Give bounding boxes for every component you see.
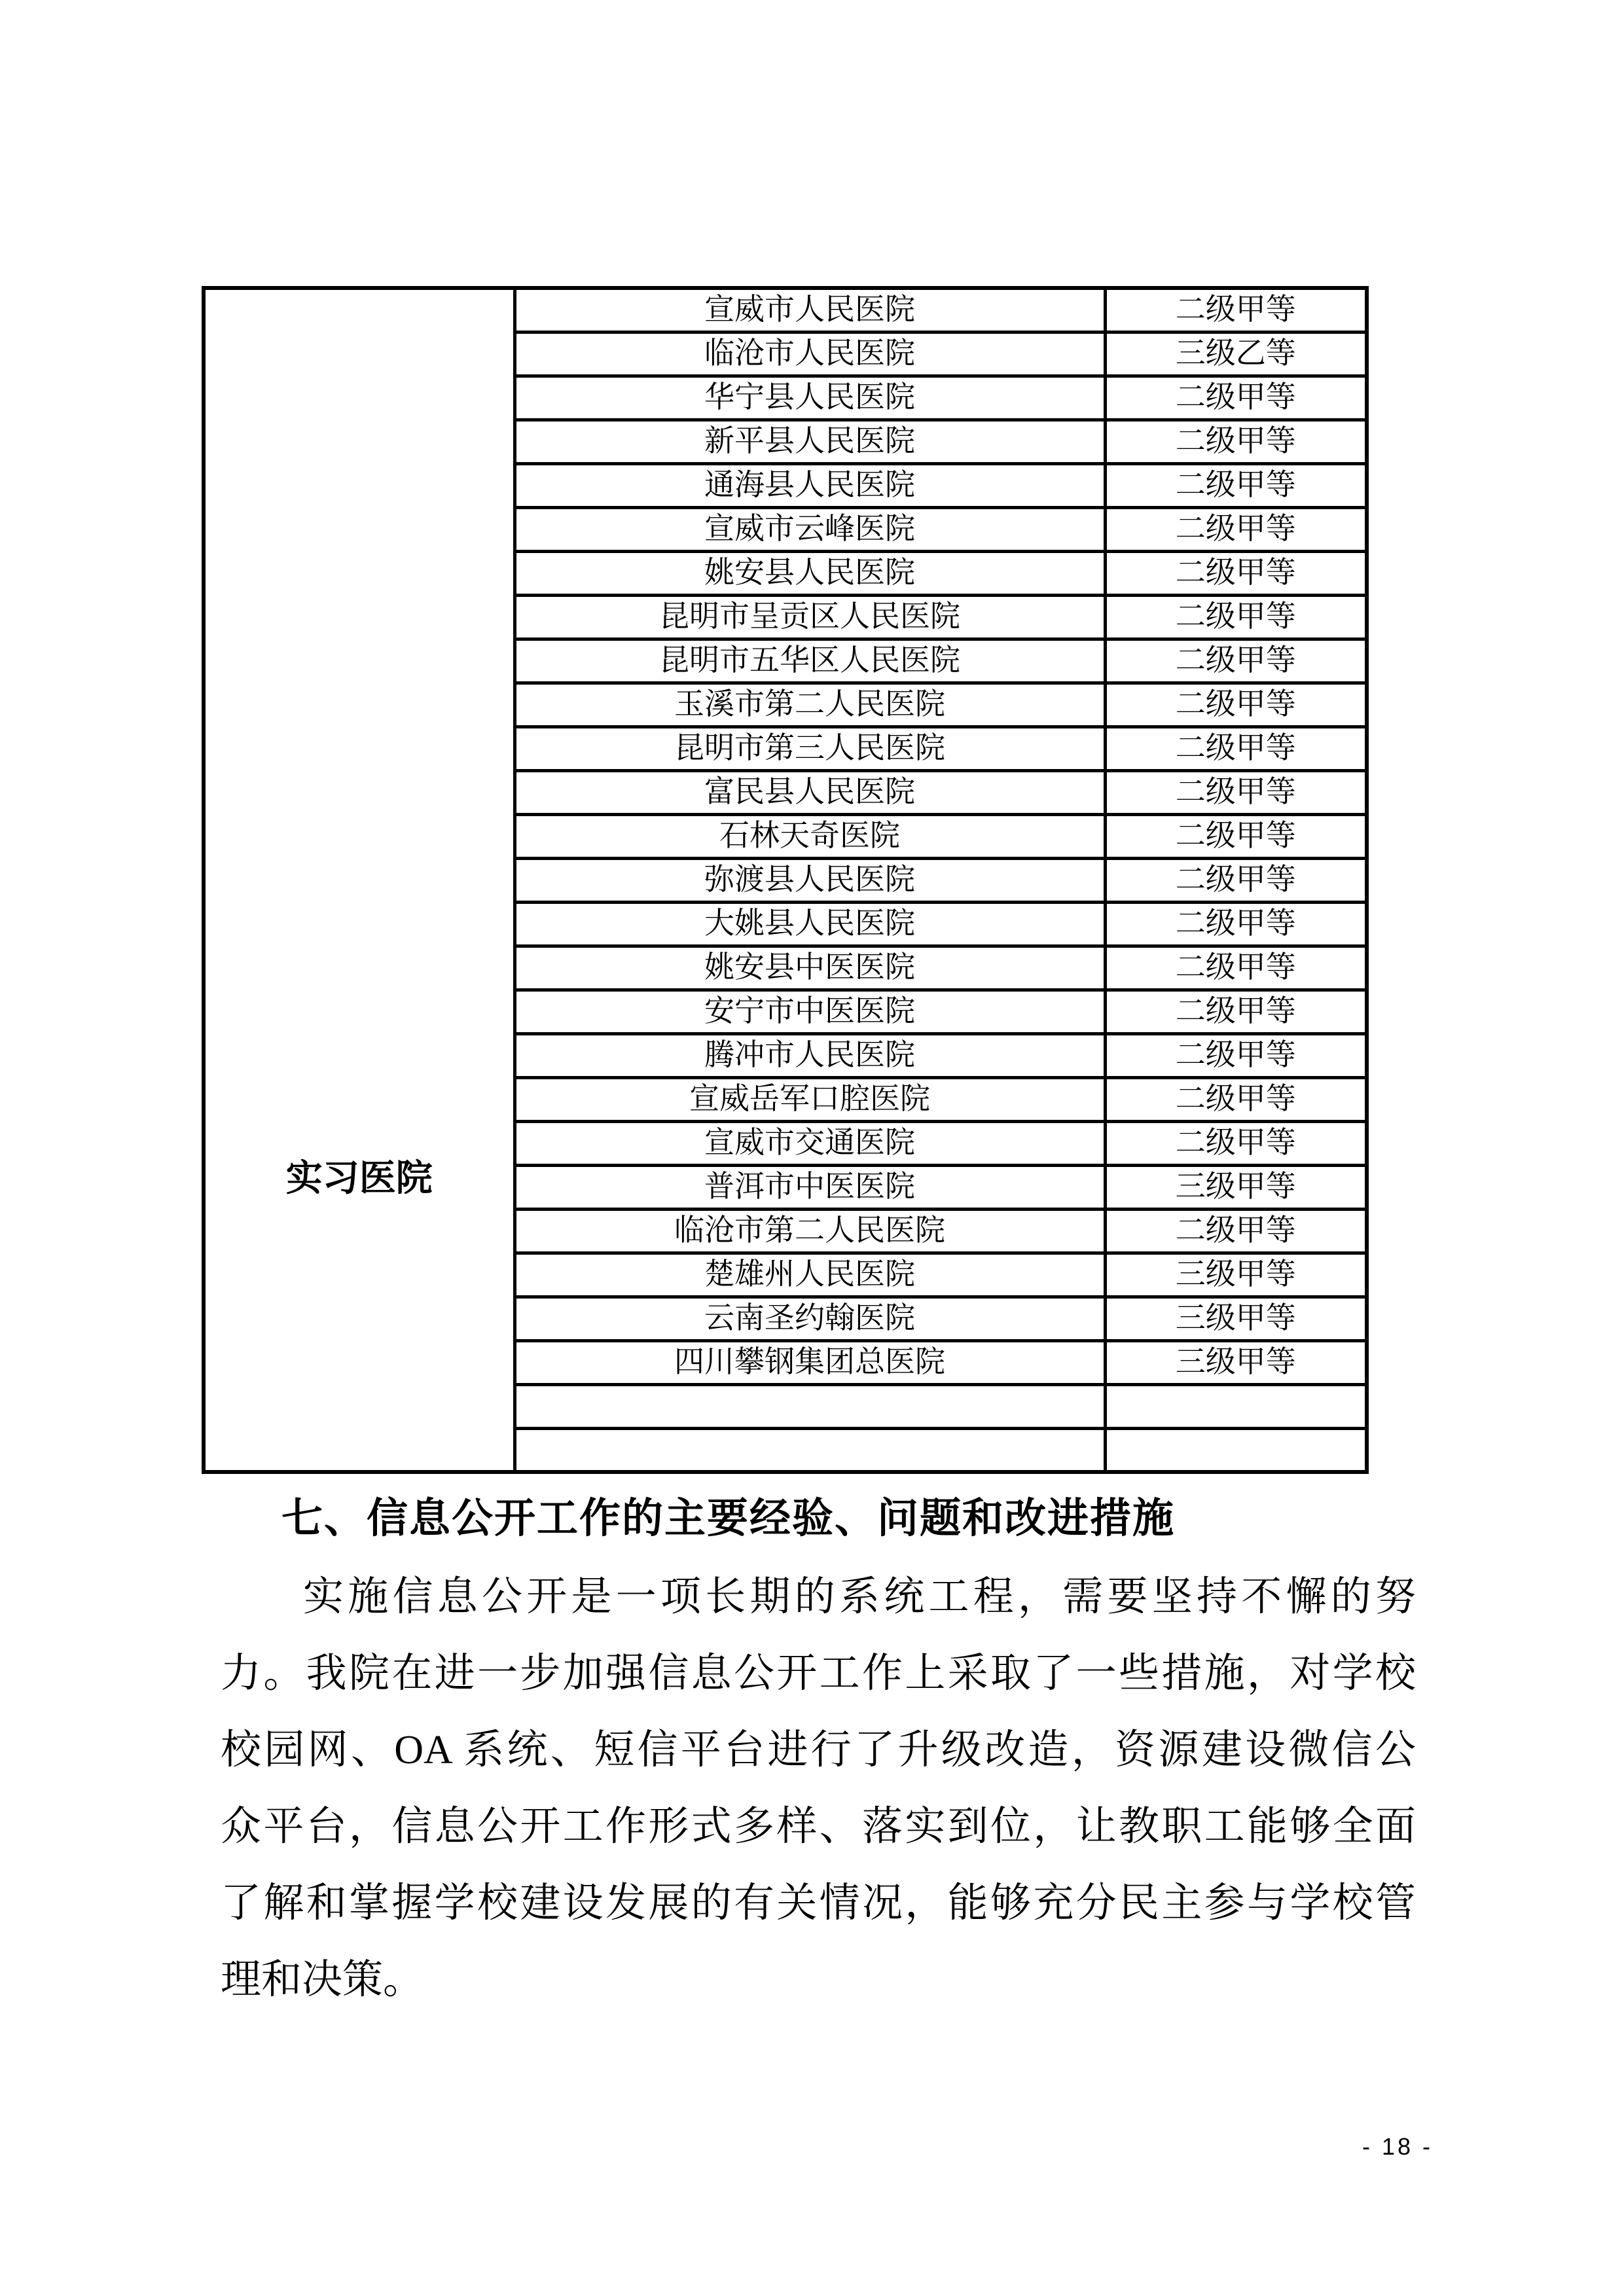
hospital-name-cell: 昆明市呈贡区人民医院	[514, 595, 1105, 639]
hospital-name-cell: 临沧市第二人民医院	[514, 1209, 1105, 1253]
hospital-table-body	[204, 288, 1367, 1472]
hospital-name-cell: 新平县人民医院	[514, 420, 1105, 463]
table-row	[204, 288, 1367, 332]
hospital-name-cell: 昆明市第三人民医院	[514, 726, 1105, 770]
hospital-grade-cell: 二级甲等	[1105, 507, 1367, 551]
hospital-name-cell: 楚雄州人民医院	[514, 1253, 1105, 1297]
hospital-name-cell: 普洱市中医医院	[514, 1165, 1105, 1209]
hospital-grade-cell: 三级甲等	[1105, 1340, 1367, 1384]
hospital-name-cell	[514, 1384, 1105, 1428]
hospital-grade-cell: 二级甲等	[1105, 814, 1367, 858]
hospital-grade-cell: 二级甲等	[1105, 1077, 1367, 1121]
hospital-name-cell: 宣威市交通医院	[514, 1121, 1105, 1165]
hospital-grade-cell: 二级甲等	[1105, 420, 1367, 463]
hospital-name-cell	[514, 1428, 1105, 1472]
hospital-grade-cell: 二级甲等	[1105, 946, 1367, 990]
section-heading: 七、信息公开工作的主要经验、问题和改进措施	[281, 1496, 1175, 1541]
paragraph-line: 实施信息公开是一项长期的系统工程，需要坚持不懈的努	[303, 1575, 1416, 1619]
hospital-grade-cell: 二级甲等	[1105, 858, 1367, 902]
hospital-grade-cell: 二级甲等	[1105, 463, 1367, 507]
hospital-grade-cell: 三级甲等	[1105, 1253, 1367, 1297]
hospital-grade-cell: 三级甲等	[1105, 1165, 1367, 1209]
hospital-name-cell: 弥渡县人民医院	[514, 858, 1105, 902]
hospital-name-cell: 宣威岳军口腔医院	[514, 1077, 1105, 1121]
hospital-name-cell: 通海县人民医院	[514, 463, 1105, 507]
paragraph-line: 众平台，信息公开工作形式多样、落实到位，让教职工能够全面	[221, 1804, 1416, 1849]
hospital-name-cell: 昆明市五华区人民医院	[514, 639, 1105, 683]
paragraph-line: 理和决策。	[221, 1958, 424, 2002]
hospital-name-cell: 宣威市人民医院	[514, 288, 1105, 332]
hospital-grade-cell: 二级甲等	[1105, 683, 1367, 726]
hospital-name-cell: 宣威市云峰医院	[514, 507, 1105, 551]
hospital-grade-cell: 二级甲等	[1105, 770, 1367, 814]
hospital-grade-cell: 二级甲等	[1105, 726, 1367, 770]
hospital-grade-cell: 二级甲等	[1105, 990, 1367, 1033]
paragraph-line: 力。我院在进一步加强信息公开工作上采取了一些措施，对学校	[221, 1651, 1416, 1696]
row-group-label-cell	[204, 288, 514, 1472]
hospital-name-cell: 腾冲市人民医院	[514, 1033, 1105, 1077]
hospital-name-cell: 富民县人民医院	[514, 770, 1105, 814]
row-group-label: 实习医院	[285, 1158, 433, 1199]
hospital-grade-cell: 二级甲等	[1105, 376, 1367, 420]
hospital-grade-cell	[1105, 1384, 1367, 1428]
internship-hospital-table	[202, 286, 1369, 1474]
hospital-grade-cell: 二级甲等	[1105, 1033, 1367, 1077]
body-paragraph	[221, 1559, 1416, 2018]
hospital-name-cell: 安宁市中医医院	[514, 990, 1105, 1033]
hospital-name-cell: 姚安县人民医院	[514, 551, 1105, 595]
paragraph-line: 了解和掌握学校建设发展的有关情况，能够充分民主参与学校管	[221, 1881, 1416, 1926]
hospital-grade-cell: 二级甲等	[1105, 902, 1367, 946]
hospital-grade-cell: 二级甲等	[1105, 639, 1367, 683]
hospital-grade-cell: 二级甲等	[1105, 595, 1367, 639]
hospital-grade-cell: 二级甲等	[1105, 288, 1367, 332]
hospital-name-cell: 姚安县中医医院	[514, 946, 1105, 990]
page-number: - 18 -	[1362, 2133, 1434, 2160]
hospital-name-cell: 云南圣约翰医院	[514, 1297, 1105, 1340]
hospital-grade-cell: 二级甲等	[1105, 1209, 1367, 1253]
hospital-name-cell: 四川攀钢集团总医院	[514, 1340, 1105, 1384]
hospital-grade-cell: 二级甲等	[1105, 551, 1367, 595]
hospital-name-cell: 玉溪市第二人民医院	[514, 683, 1105, 726]
hospital-grade-cell: 二级甲等	[1105, 1121, 1367, 1165]
hospital-name-cell: 大姚县人民医院	[514, 902, 1105, 946]
hospital-grade-cell: 三级甲等	[1105, 1297, 1367, 1340]
hospital-name-cell: 临沧市人民医院	[514, 332, 1105, 376]
hospital-name-cell: 石林天奇医院	[514, 814, 1105, 858]
hospital-grade-cell	[1105, 1428, 1367, 1472]
paragraph-line: 校园网、OA 系统、短信平台进行了升级改造，资源建设微信公	[221, 1728, 1416, 1772]
hospital-name-cell: 华宁县人民医院	[514, 376, 1105, 420]
hospital-grade-cell: 三级乙等	[1105, 332, 1367, 376]
